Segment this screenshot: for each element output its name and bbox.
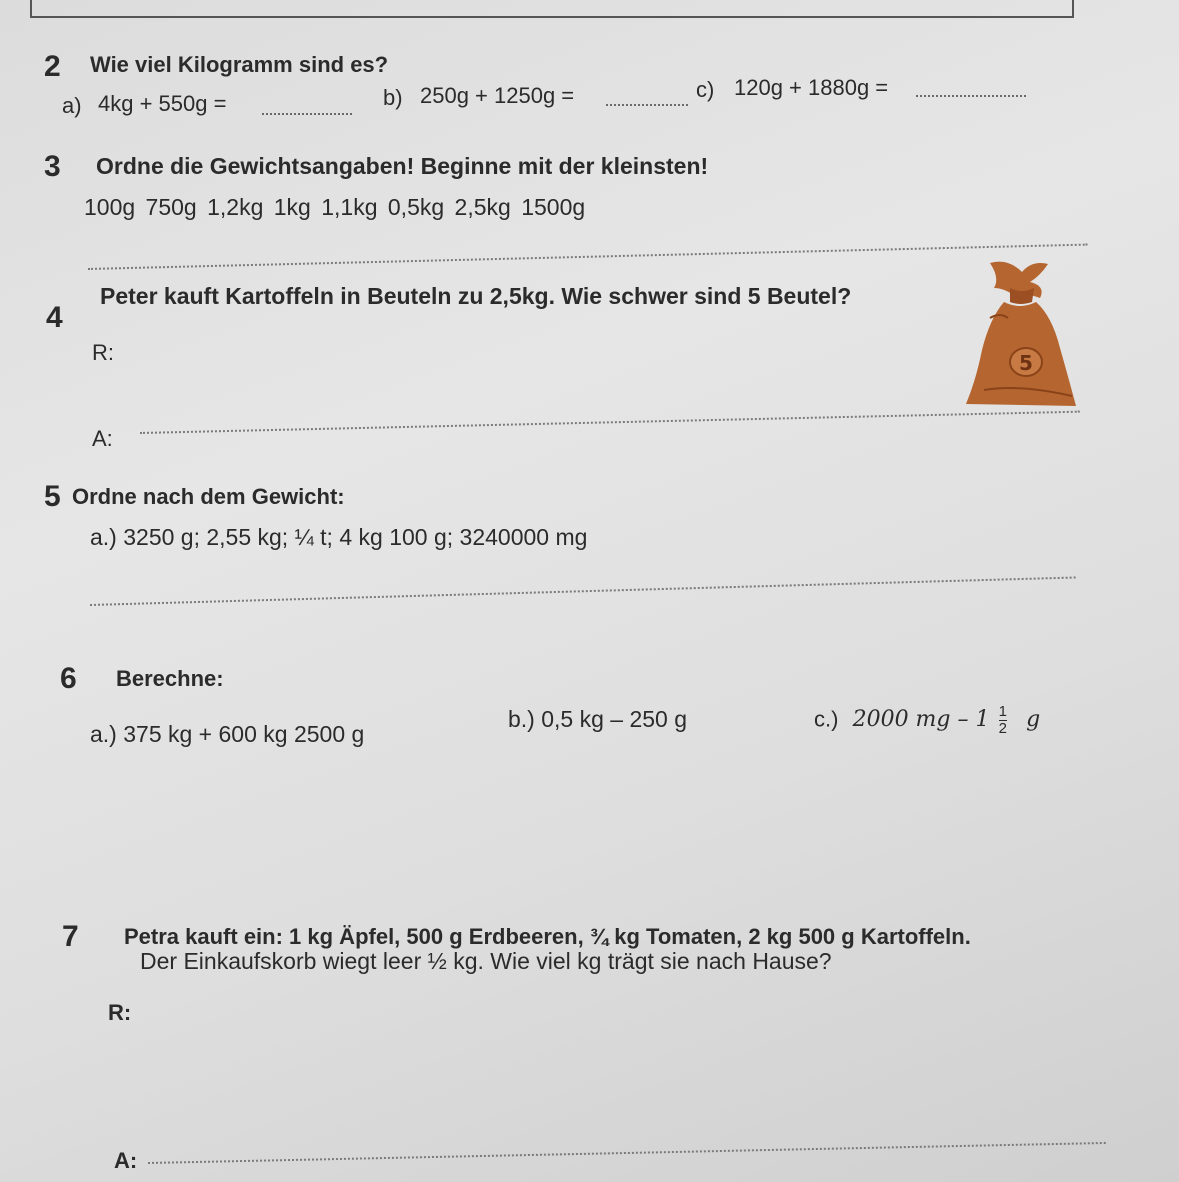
task7-answer-line[interactable]: [148, 1142, 1106, 1164]
task2-number: 2: [44, 50, 61, 83]
task5-number: 5: [44, 480, 61, 513]
task4-number: 4: [46, 301, 63, 334]
task6-c-label: c.): [814, 706, 839, 732]
task2-c-label: c): [696, 77, 715, 102]
task2-b-answer-line[interactable]: [606, 104, 688, 106]
task6-c: [814, 704, 1040, 737]
task5-answer-line[interactable]: [90, 576, 1076, 606]
task3-answer-line[interactable]: [88, 244, 1088, 270]
task7-number: 7: [62, 920, 79, 953]
task4-a-label: A:: [92, 426, 113, 451]
task2-a-expr: 4kg + 550g =: [98, 91, 227, 116]
task2-b-expr: 250g + 1250g =: [420, 83, 575, 108]
task6-c-frac-den: 2: [998, 720, 1007, 737]
task7-a-label: A:: [114, 1148, 138, 1173]
svg-text:5: 5: [1019, 351, 1033, 375]
task6-c-expr: 2000 mg – 1: [852, 707, 990, 733]
task6-b-expr: b.) 0,5 kg – 250 g: [508, 706, 688, 732]
task4-answer-line[interactable]: [140, 411, 1080, 434]
task6-number: 6: [60, 662, 77, 695]
task5-title: Ordne nach dem Gewicht:: [72, 484, 345, 509]
header-box: [30, 0, 1074, 18]
task2-title: Wie viel Kilogramm sind es?: [90, 52, 389, 77]
task4-title: Peter kauft Kartoffeln in Beuteln zu 2,5kg. Wie schwer sind 5 Beutel?: [100, 283, 852, 309]
task2-a-answer-line[interactable]: [262, 113, 352, 115]
task2-a-label: a): [62, 93, 82, 118]
task2-c-expr: 120g + 1880g =: [734, 75, 889, 100]
task2-c-answer-line[interactable]: [916, 95, 1026, 97]
task7-line2: Der Einkaufskorb wiegt leer ½ kg. Wie viel kg trägt sie nach Hause?: [140, 948, 832, 974]
task3-title: Ordne die Gewichtsangaben! Beginne mit der kleinsten!: [96, 153, 709, 179]
task6-c-unit: g: [1026, 707, 1041, 733]
task4-r-label: R:: [92, 340, 114, 365]
task2-b-label: b): [383, 85, 403, 110]
task6-c-frac-num: 1: [998, 703, 1007, 720]
task7-line1: Petra kauft ein: 1 kg Äpfel, 500 g Erdbeeren, ¾ kg Tomaten, 2 kg 500 g Kartoffeln.: [124, 924, 971, 949]
task6-a-expr: a.) 375 kg + 600 kg 2500 g: [90, 721, 365, 747]
task3-number: 3: [44, 150, 61, 183]
task6-c-fraction: [999, 704, 1007, 737]
task7-r-label: R:: [108, 1000, 132, 1025]
task6-title: Berechne:: [116, 666, 224, 691]
potato-sack-icon: [960, 258, 1080, 408]
task5-a-line: a.) 3250 g; 2,55 kg; ¼ t; 4 kg 100 g; 3240000 mg: [90, 524, 588, 550]
task3-values: 100g 750g 1,2kg 1kg 1,1kg 0,5kg 2,5kg 1500g: [84, 194, 586, 220]
